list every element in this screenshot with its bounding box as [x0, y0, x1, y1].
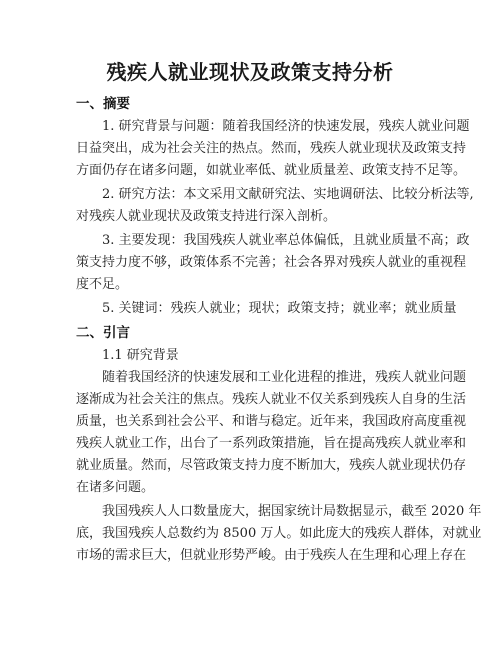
text-line: 质量，也关系到社会公平、和谐与稳定。近年来，我国政府高度重视	[76, 414, 467, 429]
text-line: 我国残疾人人口数量庞大，据国家统计局数据显示，截至 2020 年	[102, 504, 482, 519]
text-line: 3. 主要发现：我国残疾人就业率总体偏低，且就业质量不高；政	[102, 233, 470, 248]
text-line: 策支持力度不够，政策体系不完善；社会各界对残疾人就业的重视程	[76, 255, 467, 270]
text-line: 1. 研究背景与问题：随着我国经济的快速发展，残疾人就业问题	[102, 119, 470, 134]
document-title: 残疾人就业现状及政策支持分析	[106, 60, 394, 84]
subsection-heading: 1.1 研究背景	[102, 348, 179, 363]
text-line: 市场的需求巨大，但就业形势严峻。由于残疾人在生理和心理上存在	[76, 548, 467, 563]
text-line: 日益突出，成为社会关注的热点。然而，残疾人就业现状及政策支持	[76, 141, 467, 156]
text-line: 残疾人就业工作，出台了一系列政策措施，旨在提高残疾人就业率和	[76, 436, 467, 451]
abstract-paragraph-background	[76, 116, 470, 182]
text-line: 5. 关键词：残疾人就业；现状；政策支持；就业率；就业质量	[102, 301, 457, 316]
text-line: 方面仍存在诸多问题，如就业率低、就业质量差、政策支持不足等。	[76, 163, 467, 178]
text-line: 就业质量。然而，尽管政策支持力度不断加大，残疾人就业现状仍存	[76, 458, 467, 473]
text-line: 度不足。	[76, 277, 129, 292]
text-line: 2. 研究方法：本文采用文献研究法、实地调研法、比较分析法等,	[102, 187, 474, 202]
text-line: 在诸多问题。	[76, 480, 155, 495]
text-line: 对残疾人就业现状及政策支持进行深入剖析。	[76, 209, 337, 224]
abstract-paragraph-methods	[76, 184, 474, 228]
section-heading-intro: 二、引言	[76, 325, 130, 341]
document-body	[76, 92, 482, 569]
text-line: 随着我国经济的快速发展和工业化进程的推进，残疾人就业问题	[102, 370, 467, 385]
abstract-paragraph-findings	[76, 230, 470, 296]
section-heading-abstract: 一、摘要	[76, 96, 130, 112]
abstract-paragraph-keywords	[76, 298, 457, 320]
intro-paragraph-2	[76, 501, 482, 567]
text-line: 逐渐成为社会关注的焦点。残疾人就业不仅关系到残疾人自身的生活	[76, 392, 467, 407]
text-line: 底，我国残疾人总数约为 8500 万人。如此庞大的残疾人群体，对就业	[76, 526, 482, 541]
intro-paragraph-1	[76, 367, 467, 499]
